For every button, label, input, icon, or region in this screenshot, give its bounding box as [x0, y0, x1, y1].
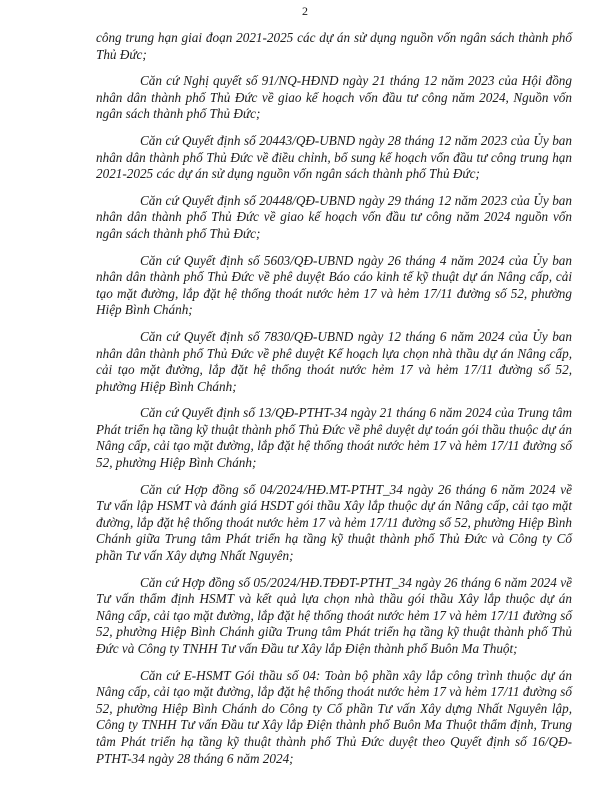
paragraph-quyet-dinh-7830: Căn cứ Quyết định số 7830/QĐ-UBND ngày 12 tháng 6 năm 2024 của Ủy ban nhân dân thành phố Thủ Đức về phê duyệt Kế hoạch lựa chọn nhà thầu dự án Nâng cấp, cải tạo mặt đường, lắp đặt hệ thống thoát nước hẻm 17 và hẻm 17/11 đường số 52, phường Hiệp Bình Chánh;	[96, 328, 572, 394]
paragraph-quyet-dinh-20443: Căn cứ Quyết định số 20443/QĐ-UBND ngày 28 tháng 12 năm 2023 của Ủy ban nhân dân thành phố Thủ Đức về điều chỉnh, bổ sung kế hoạch vốn đầu tư công trung hạn 2021-2025 các dự án sử dụng nguồn vốn ngân sách thành phố Thủ Đức;	[96, 132, 572, 182]
paragraph-e-hsmt: Căn cứ E-HSMT Gói thầu số 04: Toàn bộ phần xây lắp công trình thuộc dự án Nâng cấp, cải tạo mặt đường, lắp đặt hệ thống thoát nước hẻm 17 và hẻm 17/11 đường số 52, phường Hiệp Bình Chánh do Công ty Cổ phần Tư vấn Xây dựng Nhất Nguyên lập, Công ty TNHH Tư vấn Đầu tư Xây lắp Điện thành phố Buôn Ma Thuột thẩm định, Trung tâm Phát triển hạ tầng kỹ thuật thành phố Thủ Đức duyệt theo Quyết định số 16/QĐ-PTHT-34 ngày 28 tháng 6 năm 2024;	[96, 667, 572, 766]
paragraph-continuation: công trung hạn giai đoạn 2021-2025 các dự án sử dụng nguồn vốn ngân sách thành phố Thủ Đức;	[96, 30, 572, 62]
paragraph-quyet-dinh-5603: Căn cứ Quyết định số 5603/QĐ-UBND ngày 26 tháng 4 năm 2024 của Ủy ban nhân dân thành phố Thủ Đức về phê duyệt Báo cáo kinh tế kỹ thuật dự án Nâng cấp, cải tạo mặt đường, lắp đặt hệ thống thoát nước hẻm 17 và hẻm 17/11 đường số 52, phường Hiệp Bình Chánh;	[96, 252, 572, 318]
paragraph-hop-dong-04: Căn cứ Hợp đồng số 04/2024/HĐ.MT-PTHT_34 ngày 26 tháng 6 năm 2024 về Tư vấn lập HSMT và đánh giá HSDT gói thầu Xây lắp thuộc dự án Nâng cấp, cải tạo mặt đường, lắp đặt hệ thống thoát nước hẻm 17 và hẻm 17/11 đường số 52, phường Hiệp Bình Chánh giữa Trung tâm Phát triển hạ tầng kỹ thuật thành phố Thủ Đức và Công ty Cổ phần Tư vấn Xây dựng Nhất Nguyên;	[96, 481, 572, 564]
paragraph-nghi-quyet-91: Căn cứ Nghị quyết số 91/NQ-HĐND ngày 21 tháng 12 năm 2023 của Hội đồng nhân dân thành phố Thủ Đức về giao kế hoạch vốn đầu tư công năm 2024, Nguồn vốn ngân sách thành phố Thủ Đức;	[96, 73, 572, 122]
paragraph-quyet-dinh-13: Căn cứ Quyết định số 13/QĐ-PTHT-34 ngày 21 tháng 6 năm 2024 của Trung tâm Phát triển hạ tầng kỹ thuật thành phố Thủ Đức về phê duyệt dự toán gói thầu thuộc dự án Nâng cấp, cải tạo mặt đường, lắp đặt hệ thống thoát nước hẻm 17 và hẻm 17/11 đường số 52, phường Hiệp Bình Chánh;	[96, 405, 572, 471]
document-body	[96, 30, 572, 777]
paragraph-hop-dong-05: Căn cứ Hợp đồng số 05/2024/HĐ.TĐĐT-PTHT_34 ngày 26 tháng 6 năm 2024 về Tư vấn thẩm định HSMT và kết quả lựa chọn nhà thầu gói thầu Xây lắp thuộc dự án Nâng cấp, cải tạo mặt đường, lắp đặt hệ thống thoát nước hẻm 17 và hẻm 17/11 đường số 52, phường Hiệp Bình Chánh giữa Trung tâm Phát triển hạ tầng kỹ thuật thành phố Thủ Đức và Công ty TNHH Tư vấn Đầu tư Xây lắp Điện thành phố Buôn Ma Thuột;	[96, 574, 572, 656]
paragraph-quyet-dinh-20448: Căn cứ Quyết định số 20448/QĐ-UBND ngày 29 tháng 12 năm 2023 của Ủy ban nhân dân thành phố Thủ Đức về giao kế hoạch vốn đầu tư công năm 2024 nguồn vốn ngân sách thành phố Thủ Đức;	[96, 192, 572, 241]
page-number: 2	[302, 4, 308, 18]
